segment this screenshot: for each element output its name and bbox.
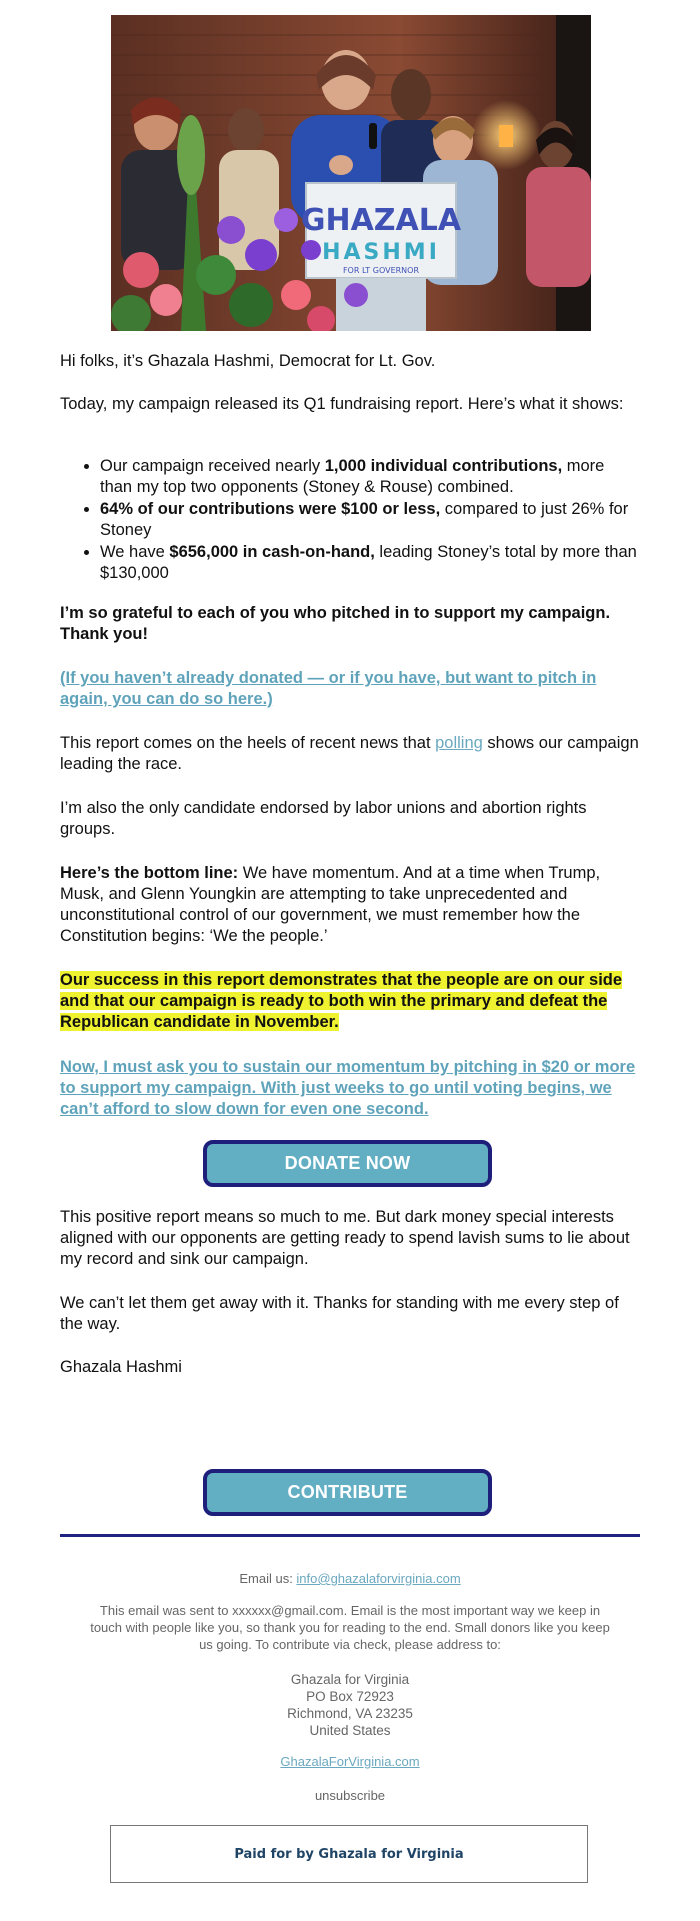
footer-email: Email us: info@ghazalaforvirginia.com [239, 1571, 461, 1586]
sign-name: GHAZALA [300, 203, 462, 238]
donate-here-link[interactable]: (If you haven’t already donated — or if you have, but want to pitch in again, you can do so here.) [60, 669, 597, 708]
footer-email-link[interactable]: info@ghazalaforvirginia.com [296, 1571, 461, 1586]
results-list [60, 456, 640, 585]
address-line: Richmond, VA 23235 [287, 1706, 413, 1721]
grateful [60, 603, 640, 645]
greeting-text: Hi folks, it’s Ghazala Hashmi, Democrat for Lt. Gov. [60, 352, 436, 370]
hero-photo-illustration [111, 15, 591, 331]
highlight-text: Our success in this report demonstrates that the people are on our side and that our campaign is ready to both win the primary and defeat the Republican candidate in November. [60, 971, 623, 1031]
ask-block [60, 1057, 640, 1120]
intro [60, 394, 640, 415]
address-line: United States [309, 1723, 391, 1738]
footer-website [60, 1753, 640, 1770]
bottom-line-label: Here’s the bottom line: [60, 864, 239, 882]
list-item: • 64% of our contributions were $100 or less, compared to just 26% for Stoney [100, 499, 640, 541]
bottom-line: Here’s the bottom line: We have momentum. And at a time when Trump, Musk, and Glenn Youngkin are attempting to take unprecedented and unconstitutional control of our government, we must remember how the Constitution begins: ‘We the people.’ [60, 864, 601, 945]
address-line: PO Box 72923 [306, 1689, 394, 1704]
signature-text: Ghazala Hashmi [60, 1358, 182, 1376]
donate-link-block [60, 668, 640, 710]
polling-link[interactable]: polling [435, 734, 483, 752]
address-line: Ghazala for Virginia [290, 1672, 410, 1687]
footer-unsubscribe [60, 1787, 640, 1804]
signature [60, 1357, 640, 1378]
sign-sub: FOR LT GOVERNOR [342, 266, 420, 275]
grateful-text: I’m so grateful to each of you who pitched in to support my campaign. Thank you! [60, 604, 611, 643]
report: This report comes on the heels of recent news that polling shows our campaign leading the race. [60, 734, 639, 773]
ask-link[interactable]: Now, I must ask you to sustain our momentum by pitching in $20 or more to support my campaign. With just weeks to go until voting begins, we can’t afford to slow down for even one second. [60, 1058, 636, 1118]
positive [60, 1207, 640, 1270]
positive-text: This positive report means so much to me. But dark money special interests aligned with our opponents are getting ready to spend lavish sums to lie about my record and sink our campaign. [60, 1208, 630, 1268]
footer-notice-text: This email was sent to xxxxxx@gmail.com. Email is the most important way we keep in touch with people like you, so thank you for reading to the end. Small donors like you keep us going. To contribute via check, please address to: [90, 1603, 610, 1652]
endorsed-text: I’m also the only candidate endorsed by labor unions and abortion rights groups. [60, 799, 587, 838]
cant-let [60, 1293, 640, 1335]
hero-photo [111, 15, 591, 331]
endorsed [60, 798, 640, 840]
highlight-block [60, 970, 640, 1033]
paid-for-disclaimer: Paid for by Ghazala for Virginia [110, 1825, 588, 1883]
footer-address [60, 1671, 640, 1739]
intro-text: Today, my campaign released its Q1 fundraising report. Here’s what it shows: [60, 395, 624, 413]
list-item: • Our campaign received nearly 1,000 individual contributions, more than my top two opponents (Stoney & Rouse) combined. [100, 456, 640, 498]
footer-divider [60, 1534, 640, 1537]
list-item: • We have $656,000 in cash-on-hand, leading Stoney’s total by more than $130,000 [100, 542, 640, 584]
unsubscribe-link[interactable]: unsubscribe [314, 1788, 386, 1803]
website-link[interactable]: GhazalaForVirginia.com [280, 1754, 420, 1769]
contribute-button[interactable]: CONTRIBUTE [203, 1469, 492, 1516]
donate-now-button[interactable]: DONATE NOW [203, 1140, 492, 1187]
sign-surname: HASHMI [322, 240, 440, 265]
footer-notice [85, 1602, 615, 1653]
cant-let-text: We can’t let them get away with it. Thanks for standing with me every step of the way. [60, 1294, 619, 1333]
greeting [60, 351, 640, 372]
